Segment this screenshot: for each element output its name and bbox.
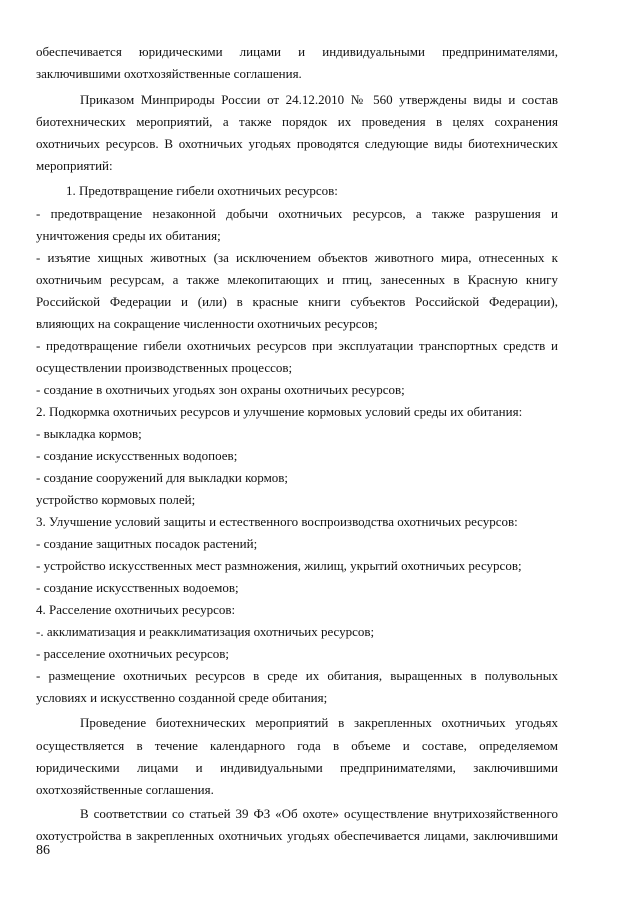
text-line: осуществляется в течение календарного года в объеме и составе, определяемом xyxy=(36,738,558,753)
list-item-continuation: влияющих на сокращение численности охотничьих ресурсов; xyxy=(36,316,378,331)
list-item: - предотвращение незаконной добычи охотничьих ресурсов, а также разрушения и xyxy=(36,206,558,221)
list-item: - устройство искусственных мест размножения, жилищ, укрытий охотничьих ресурсов; xyxy=(36,558,522,573)
list-item-continuation: уничтожения среды их обитания; xyxy=(36,228,221,243)
list-item: - расселение охотничьих ресурсов; xyxy=(36,646,230,661)
list-item: - создание искусственных водопоев; xyxy=(36,448,238,463)
text-line: заключившими охотхозяйственные соглашения. xyxy=(36,66,302,81)
list-item: - размещение охотничьих ресурсов в среде их обитания, выращенных в полувольных xyxy=(36,668,558,683)
text-line: охотничьих ресурсов. В охотничьих угодьях проводятся следующие виды биотехнических xyxy=(36,136,558,151)
list-item: - выкладка кормов; xyxy=(36,426,142,441)
list-item: - создание искусственных водоемов; xyxy=(36,580,239,595)
list-item: - создание защитных посадок растений; xyxy=(36,536,258,551)
list-heading: 4. Расселение охотничьих ресурсов: xyxy=(36,602,236,617)
list-item-continuation: Российской Федерации и (или) в красные книги субъектов Российской Федерации), xyxy=(36,294,558,309)
list-heading: 3. Улучшение условий защиты и естественного воспроизводства охотничьих ресурсов: xyxy=(36,514,518,529)
list-item-continuation: охотничьим ресурсам, а также млекопитающих и птиц, занесенных в Красную книгу xyxy=(36,272,558,287)
text-line: обеспечивается юридическими лицами и индивидуальными предпринимателями, xyxy=(36,44,558,59)
text-line: биотехнических мероприятий, а также порядок их проведения в целях сохранения xyxy=(36,114,558,129)
list-item: - создание в охотничьих угодьях зон охраны охотничьих ресурсов; xyxy=(36,382,405,397)
text-line: охотхозяйственные соглашения. xyxy=(36,782,214,797)
list-item-continuation: условиях и искусственно созданной среде обитания; xyxy=(36,690,328,705)
page-number: 86 xyxy=(36,843,50,858)
list-item: - создание сооружений для выкладки кормов; xyxy=(36,470,289,485)
text-line: мероприятий: xyxy=(36,158,113,173)
paragraph-start-line: Проведение биотехнических мероприятий в закрепленных охотничьих угодьях xyxy=(80,715,558,730)
text-line: охотустройства в закрепленных охотничьих угодьях обеспечивается лицами, заключившими xyxy=(36,828,558,843)
text-line: юридическими лицами и индивидуальными предпринимателями, заключившими xyxy=(36,760,558,775)
list-heading: 2. Подкормка охотничьих ресурсов и улучшение кормовых условий среды их обитания: xyxy=(36,404,523,419)
list-item: устройство кормовых полей; xyxy=(36,492,196,507)
list-item: - изъятие хищных животных (за исключением объектов животного мира, отнесенных к xyxy=(36,250,558,265)
paragraph-start-line: Приказом Минприроды России от 24.12.2010 № 560 утверждены виды и состав xyxy=(80,92,558,107)
paragraph-start-line: В соответствии со статьей 39 ФЗ «Об охоте» осуществление внутрихозяйственного xyxy=(80,806,558,821)
list-item: -. акклиматизация и реакклиматизация охотничьих ресурсов; xyxy=(36,624,375,639)
list-heading: 1. Предотвращение гибели охотничьих ресурсов: xyxy=(66,183,338,198)
list-item: - предотвращение гибели охотничьих ресурсов при эксплуатации транспортных средств и xyxy=(36,338,558,353)
list-item-continuation: осуществлении производственных процессов; xyxy=(36,360,293,375)
